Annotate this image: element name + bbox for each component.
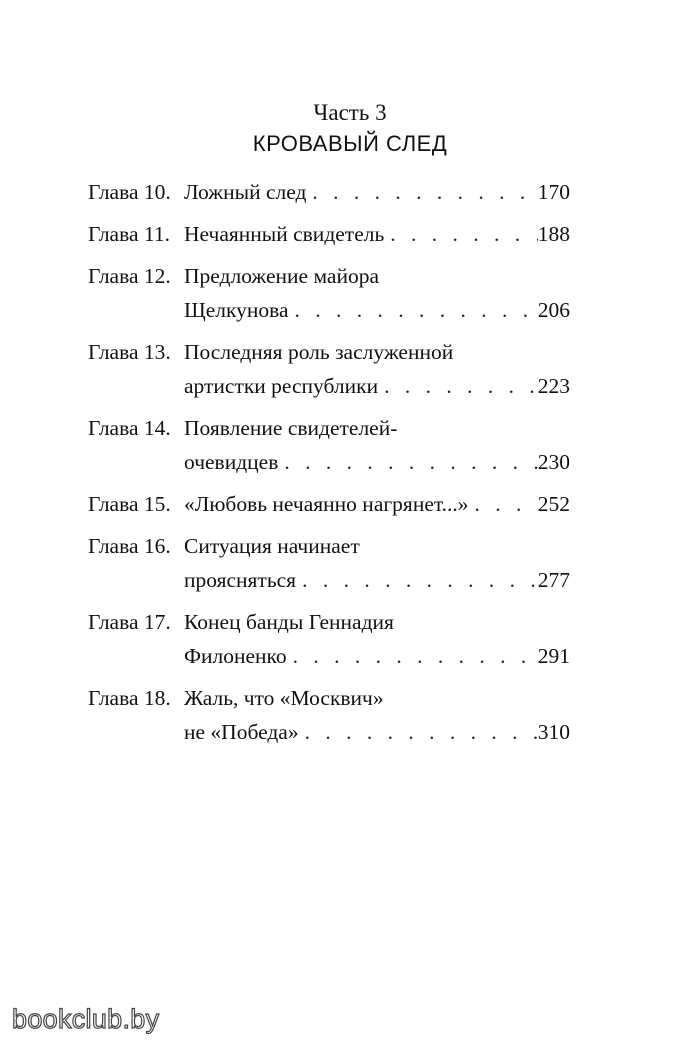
- chapter-title-row: [184, 175, 570, 209]
- chapter-title-line: Ситуация начинает: [184, 534, 360, 558]
- toc-line: [88, 217, 570, 251]
- toc-line: [88, 605, 570, 639]
- chapter-title-row: [184, 563, 570, 597]
- toc-line: [88, 259, 570, 293]
- page-number: 252: [537, 492, 570, 516]
- dot-leader: [299, 715, 538, 749]
- chapter-title-line: Ложный след: [184, 175, 306, 209]
- toc-line: [88, 411, 570, 445]
- page-number: 277: [537, 568, 570, 592]
- page-number: 188: [537, 222, 570, 246]
- chapter-title-row: [184, 487, 570, 521]
- chapter-title-line: очевидцев: [184, 445, 278, 479]
- chapter-title-line: «Любовь нечаянно нагрянет...»: [184, 487, 469, 521]
- dot-leader: [289, 293, 538, 327]
- chapter-title-line: артистки республики: [184, 369, 378, 403]
- toc-entry: [88, 259, 570, 327]
- chapter-title-row: [184, 639, 570, 673]
- table-of-contents: [88, 175, 570, 757]
- chapter-title-line: Появление свидетелей-: [184, 416, 398, 440]
- toc-entry: [88, 411, 570, 479]
- toc-line: [88, 175, 570, 209]
- toc-line: [88, 639, 570, 673]
- page-number: 310: [537, 720, 570, 744]
- chapter-number: Глава 12.: [88, 264, 171, 288]
- dot-leader: [469, 487, 538, 521]
- chapter-number: Глава 13.: [88, 340, 171, 364]
- chapter-number: Глава 10.: [88, 180, 171, 204]
- dot-leader: [384, 217, 537, 251]
- chapter-title-line: Предложение майора: [184, 264, 380, 288]
- page-number: 223: [537, 374, 570, 398]
- toc-line: [88, 715, 570, 749]
- chapter-number: Глава 17.: [88, 610, 171, 634]
- part-label: Часть 3: [313, 100, 387, 125]
- chapter-title-row: [184, 293, 570, 327]
- dot-leader: [287, 639, 538, 673]
- dot-leader: [296, 563, 538, 597]
- chapter-number: Глава 15.: [88, 492, 171, 516]
- chapter-title-line: Жаль, что «Москвич»: [184, 686, 384, 710]
- toc-line: [88, 563, 570, 597]
- page-number: 170: [537, 180, 570, 204]
- chapter-title-line: Щелкунова: [184, 293, 289, 327]
- toc-line: [88, 293, 570, 327]
- chapter-title-line: Филоненко: [184, 639, 287, 673]
- chapter-title-row: [184, 369, 570, 403]
- toc-entry: [88, 487, 570, 521]
- chapter-title-line: Нечаянный свидетель: [184, 217, 384, 251]
- chapter-number: Глава 11.: [88, 222, 170, 246]
- page-number: 206: [537, 298, 570, 322]
- chapter-title-row: [184, 715, 570, 749]
- chapter-title-line: проясняться: [184, 563, 296, 597]
- chapter-title-line: Последняя роль заслуженной: [184, 340, 454, 364]
- chapter-number: Глава 16.: [88, 534, 171, 558]
- toc-entry: [88, 681, 570, 749]
- toc-line: [88, 445, 570, 479]
- toc-entry: [88, 605, 570, 673]
- toc-line: [88, 529, 570, 563]
- toc-line: [88, 681, 570, 715]
- chapter-title-line: не «Победа»: [184, 715, 299, 749]
- toc-line: [88, 335, 570, 369]
- toc-line: [88, 369, 570, 403]
- dot-leader: [306, 175, 537, 209]
- dot-leader: [278, 445, 537, 479]
- watermark-logo: bookclub.by: [12, 1004, 160, 1034]
- chapter-number: Глава 14.: [88, 416, 171, 440]
- page-number: 230: [537, 450, 570, 474]
- toc-entry: [88, 335, 570, 403]
- chapter-title-line: Конец банды Геннадия: [184, 610, 394, 634]
- page-number: 291: [537, 644, 570, 668]
- dot-leader: [378, 369, 538, 403]
- toc-entry: [88, 175, 570, 209]
- toc-line: [88, 487, 570, 521]
- chapter-title-row: [184, 445, 570, 479]
- chapter-title-row: [184, 217, 570, 251]
- toc-entry: [88, 529, 570, 597]
- chapter-number: Глава 18.: [88, 686, 171, 710]
- toc-entry: [88, 217, 570, 251]
- part-title: КРОВАВЫЙ СЛЕД: [252, 131, 448, 156]
